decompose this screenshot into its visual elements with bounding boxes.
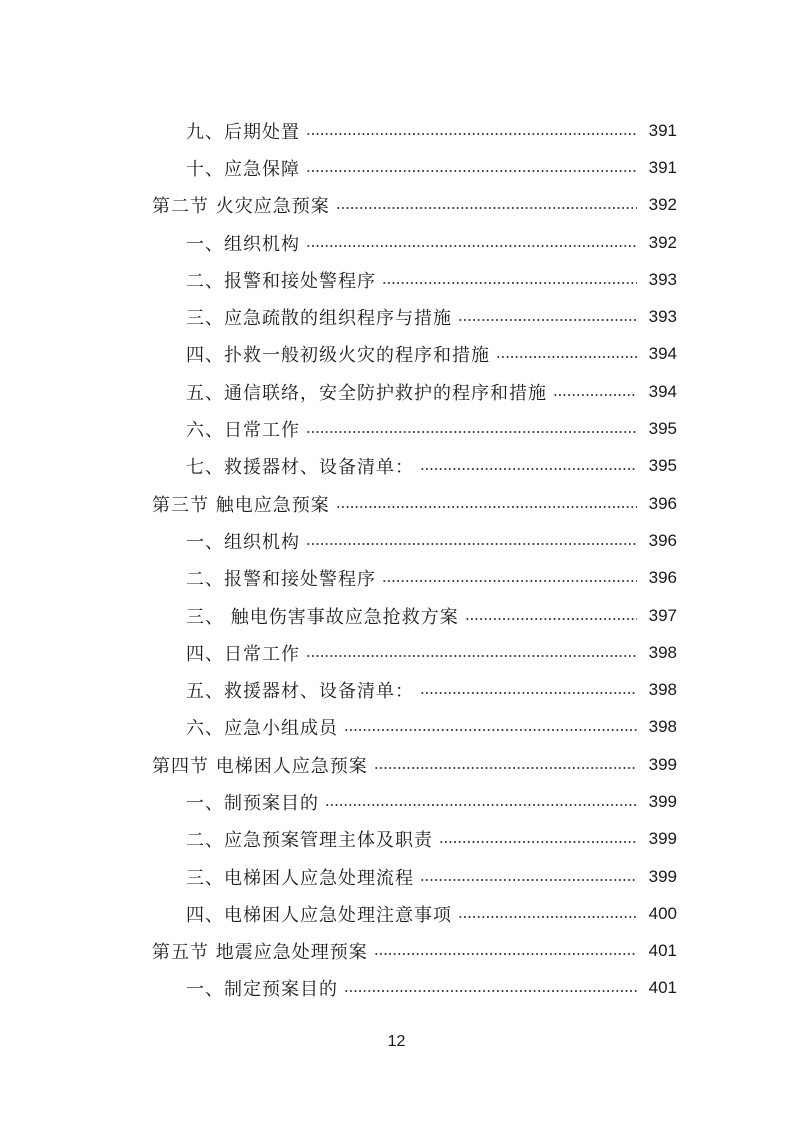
toc-subsection-entry[interactable] <box>0 149 793 186</box>
toc-entry-page-number: 395 <box>648 419 677 439</box>
toc-entry-page-number: 398 <box>648 680 677 700</box>
toc-subsection-entry[interactable] <box>0 522 793 559</box>
table-of-contents <box>0 112 793 1007</box>
toc-entry-title: 二、报警和接处警程序 <box>186 569 376 591</box>
toc-dot-leader <box>420 692 637 694</box>
toc-entry-title: 三、应急疏散的组织程序与措施 <box>186 308 452 330</box>
toc-entry-page-number: 393 <box>648 307 677 327</box>
toc-dot-leader <box>336 207 637 209</box>
toc-subsection-entry[interactable] <box>0 597 793 634</box>
toc-entry-title: 第三节 触电应急预案 <box>152 494 330 516</box>
toc-entry-page-number: 391 <box>648 157 677 177</box>
toc-dot-leader <box>306 133 637 135</box>
toc-entry-title: 一、组织机构 <box>186 233 300 255</box>
toc-subsection-entry[interactable] <box>0 298 793 335</box>
toc-dot-leader <box>306 431 637 433</box>
toc-entry-page-number: 401 <box>648 978 677 998</box>
toc-dot-leader <box>374 767 637 769</box>
toc-entry-page-number: 392 <box>648 195 677 215</box>
toc-entry-title: 一、制定预案目的 <box>186 979 338 1001</box>
toc-entry-page-number: 394 <box>648 344 677 364</box>
toc-entry-title: 第四节 电梯困人应急预案 <box>152 755 368 777</box>
toc-subsection-entry[interactable] <box>0 448 793 485</box>
toc-entry-page-number: 394 <box>648 381 677 401</box>
toc-entry-page-number: 392 <box>648 232 677 252</box>
toc-subsection-entry[interactable] <box>0 709 793 746</box>
toc-subsection-entry[interactable] <box>0 858 793 895</box>
toc-dot-leader <box>306 170 637 172</box>
toc-section-entry[interactable] <box>0 485 793 522</box>
toc-entry-page-number: 396 <box>648 493 677 513</box>
toc-entry-title: 七、救援器材、设备清单： <box>186 457 414 479</box>
toc-subsection-entry[interactable] <box>0 112 793 149</box>
toc-entry-title: 第五节 地震应急处理预案 <box>152 942 368 964</box>
toc-entry-title: 五、救援器材、设备清单： <box>186 681 414 703</box>
toc-dot-leader <box>344 990 637 992</box>
toc-entry-title: 二、应急预案管理主体及职责 <box>186 830 433 852</box>
toc-entry-title: 四、日常工作 <box>186 643 300 665</box>
toc-dot-leader <box>458 916 637 918</box>
toc-entry-title: 九、后期处置 <box>186 121 300 143</box>
toc-entry-title: 四、电梯困人应急处理注意事项 <box>186 904 452 926</box>
toc-dot-leader <box>382 282 637 284</box>
toc-subsection-entry[interactable] <box>0 336 793 373</box>
toc-entry-page-number: 396 <box>648 530 677 550</box>
toc-subsection-entry[interactable] <box>0 783 793 820</box>
toc-entry-page-number: 398 <box>648 642 677 662</box>
toc-dot-leader <box>306 543 637 545</box>
toc-entry-title: 六、日常工作 <box>186 420 300 442</box>
toc-entry-title: 一、组织机构 <box>186 531 300 553</box>
toc-subsection-entry[interactable] <box>0 373 793 410</box>
toc-dot-leader <box>325 804 637 806</box>
toc-dot-leader <box>306 655 637 657</box>
toc-entry-title: 四、扑救一般初级火灾的程序和措施 <box>186 345 490 367</box>
toc-subsection-entry[interactable] <box>0 671 793 708</box>
toc-entry-page-number: 399 <box>648 829 677 849</box>
toc-dot-leader <box>306 245 637 247</box>
toc-dot-leader <box>420 879 637 881</box>
toc-entry-page-number: 391 <box>648 120 677 140</box>
toc-dot-leader <box>420 468 637 470</box>
toc-subsection-entry[interactable] <box>0 410 793 447</box>
toc-subsection-entry[interactable] <box>0 634 793 671</box>
toc-entry-page-number: 401 <box>648 941 677 961</box>
toc-entry-page-number: 393 <box>648 269 677 289</box>
toc-dot-leader <box>458 319 637 321</box>
toc-subsection-entry[interactable] <box>0 970 793 1007</box>
toc-section-entry[interactable] <box>0 933 793 970</box>
toc-dot-leader <box>465 618 637 620</box>
toc-entry-page-number: 395 <box>648 456 677 476</box>
toc-dot-leader <box>439 841 637 843</box>
toc-dot-leader <box>553 394 637 396</box>
toc-section-entry[interactable] <box>0 187 793 224</box>
toc-entry-title: 十、应急保障 <box>186 158 300 180</box>
toc-subsection-entry[interactable] <box>0 560 793 597</box>
toc-entry-page-number: 397 <box>648 605 677 625</box>
toc-dot-leader <box>374 953 637 955</box>
toc-subsection-entry[interactable] <box>0 224 793 261</box>
toc-entry-page-number: 396 <box>648 568 677 588</box>
toc-dot-leader <box>344 729 637 731</box>
toc-entry-page-number: 399 <box>648 791 677 811</box>
toc-entry-title: 三、 触电伤害事故应急抢救方案 <box>186 606 459 628</box>
toc-entry-page-number: 400 <box>648 903 677 923</box>
toc-subsection-entry[interactable] <box>0 895 793 932</box>
toc-entry-title: 二、报警和接处警程序 <box>186 270 376 292</box>
toc-subsection-entry[interactable] <box>0 261 793 298</box>
toc-entry-title: 六、应急小组成员 <box>186 718 338 740</box>
toc-entry-page-number: 399 <box>648 754 677 774</box>
toc-dot-leader <box>496 356 637 358</box>
toc-subsection-entry[interactable] <box>0 821 793 858</box>
toc-entry-title: 第二节 火灾应急预案 <box>152 196 330 218</box>
toc-entry-page-number: 398 <box>648 717 677 737</box>
toc-entry-page-number: 399 <box>648 866 677 886</box>
page-number: 12 <box>387 1033 406 1050</box>
toc-dot-leader <box>336 506 637 508</box>
toc-entry-title: 一、制预案目的 <box>186 792 319 814</box>
toc-dot-leader <box>382 580 637 582</box>
toc-section-entry[interactable] <box>0 746 793 783</box>
toc-entry-title: 五、通信联络，安全防护救护的程序和措施 <box>186 382 547 404</box>
toc-entry-title: 三、电梯困人应急处理流程 <box>186 867 414 889</box>
